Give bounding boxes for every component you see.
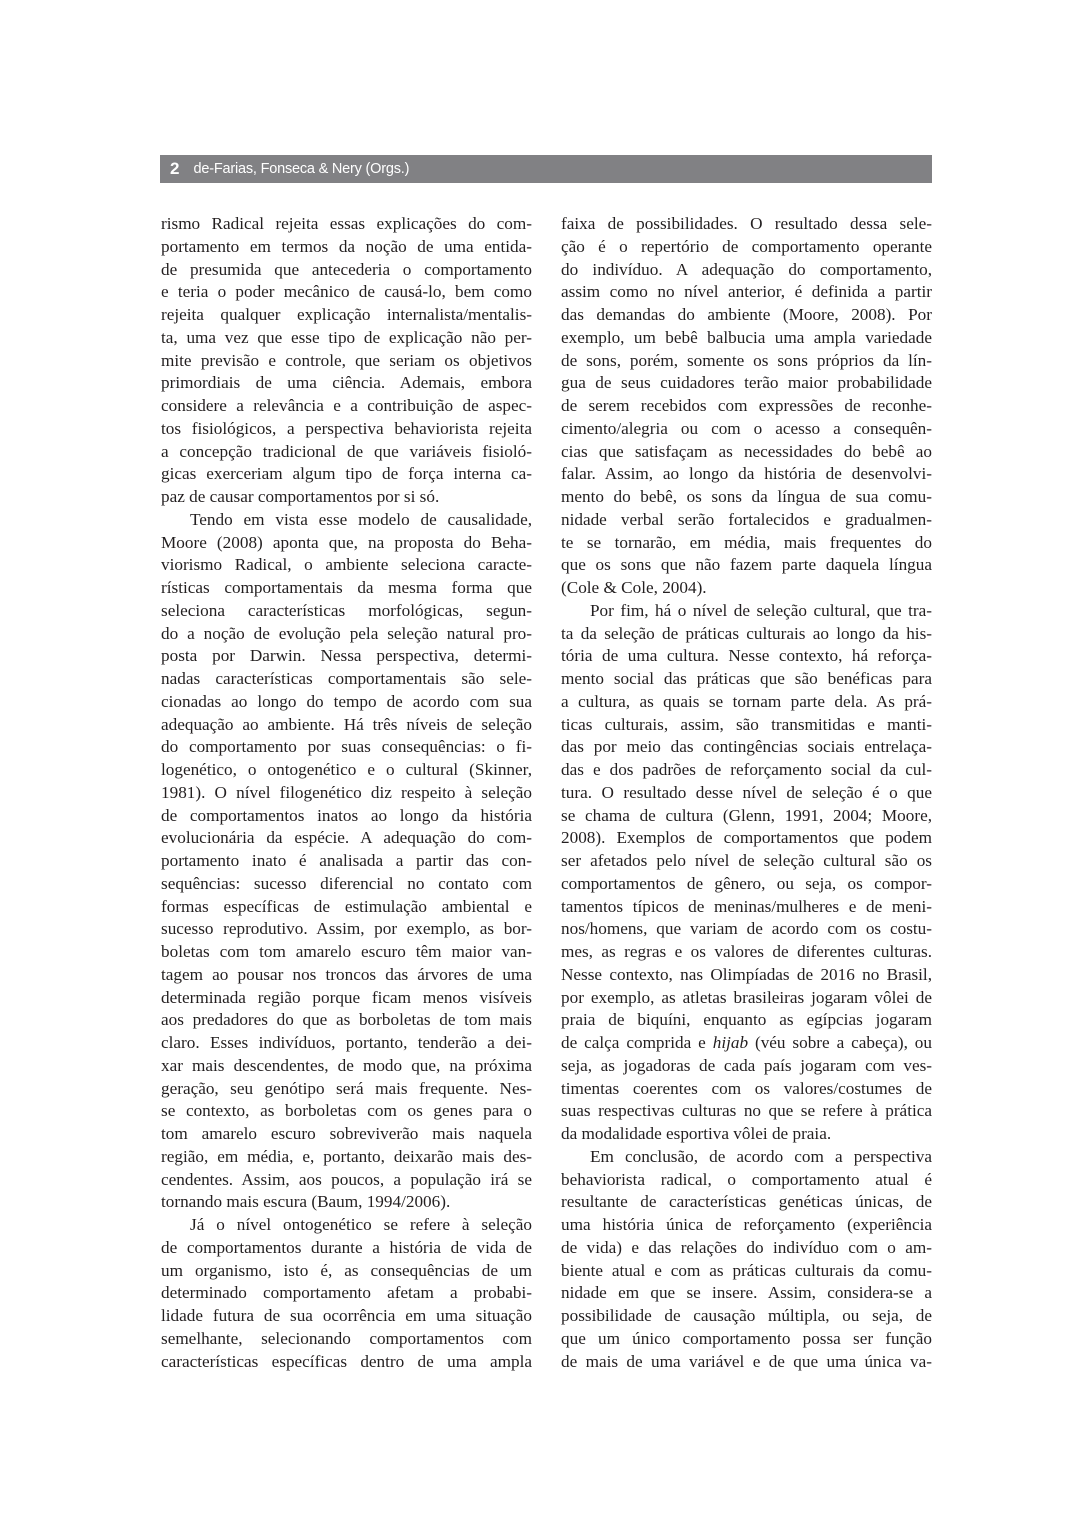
text-line: faixa de possibilidades. O resultado dessa sele- xyxy=(561,214,932,233)
text-line: uma história única de reforçamento (experiência xyxy=(561,1215,932,1234)
text-line: de calça comprida e hijab (véu sobre a cabeça), ou xyxy=(561,1033,932,1052)
text-line: nidade verbal serão fortalecidos e gradualmen- xyxy=(561,509,932,529)
text-line: nadas características comportamentais são sele- xyxy=(161,669,532,688)
italic-term: hijab xyxy=(712,1033,749,1052)
text-line: falar. Assim, ao longo da história de desenvolvi- xyxy=(561,464,932,484)
text-line: timentas coerentes com os valores/costumes de xyxy=(561,1078,932,1098)
text-line: determinada região porque ficam menos visíveis xyxy=(161,987,532,1007)
text-line: rísticas comportamentais da mesma forma que xyxy=(161,578,532,597)
text-line: tagem ao pousar nos troncos das árvores de uma xyxy=(161,964,532,984)
text-line: tura. O resultado desse nível de seleção é o que xyxy=(561,782,932,802)
text-line: portamento em termos da noção de uma entida- xyxy=(161,236,532,256)
text-line: ta da seleção de práticas culturais ao longo da his- xyxy=(561,623,932,643)
text-line: resultante de características genéticas únicas, de xyxy=(561,1192,932,1212)
text-line: xar mais descendentes, de modo que, na próxima xyxy=(161,1055,532,1075)
text-line: lidade futura de sua ocorrência em uma situação xyxy=(161,1306,532,1325)
text-line: exemplo, um bebê balbucia uma ampla variedade xyxy=(561,327,932,347)
text-line: Tendo em vista esse modelo de causalidade, xyxy=(190,509,532,529)
text-line: (Cole & Cole, 2004). xyxy=(561,578,707,597)
text-line: assim como no nível anterior, é definida a partir xyxy=(561,282,932,302)
text-line: região, em média, e, portanto, deixarão mais des- xyxy=(161,1146,532,1166)
text-line: praia de biquíni, enquanto as egípcias jogaram xyxy=(561,1010,932,1030)
text-line: formas específicas de estimulação ambiental e xyxy=(161,896,532,916)
text-line: de comportamentos inatos ao longo da história xyxy=(161,805,532,825)
text-line: sequências: sucesso diferencial no contato com xyxy=(161,873,532,893)
text-line: características específicas dentro de uma ampla xyxy=(161,1351,532,1371)
text-line: primordiais de uma ciência. Ademais, embora xyxy=(161,373,532,393)
paragraph xyxy=(161,1214,532,1373)
text-line: mes, as regras e os valores de diferentes culturas. xyxy=(561,942,932,961)
text-line: ção é o repertório de comportamento operante xyxy=(561,236,932,256)
paragraph xyxy=(561,600,932,1146)
text-line: das demandas do ambiente (Moore, 2008). Por xyxy=(561,305,932,324)
right-text-column xyxy=(561,213,932,1373)
text-line: gua de seus cuidadores terão maior probabilidade xyxy=(561,373,932,393)
text-line: Já o nível ontogenético se refere à seleção xyxy=(190,1215,532,1234)
text-line: aos predadores do que as borboletas de tom mais xyxy=(161,1010,532,1030)
text-line: comportamentos de gênero, ou seja, os compor- xyxy=(561,873,932,893)
text-line: cimento/alegria ou com o acesso a consequên- xyxy=(561,418,932,438)
text-line: paz de causar comportamentos por si só. xyxy=(161,487,440,506)
text-line: cionadas ao longo do tempo de acordo com sua xyxy=(161,691,532,711)
paragraph xyxy=(561,213,932,600)
text-line: rismo Radical rejeita essas explicações do com- xyxy=(161,214,532,233)
text-line: semelhante, selecionando comportamentos com xyxy=(161,1328,532,1348)
text-line: das e dos padrões de reforçamento social da cul- xyxy=(561,760,932,779)
text-line: Moore (2008) aponta que, na proposta do Beha- xyxy=(161,532,532,552)
text-line: de presumida que antecederia o comportamento xyxy=(161,259,532,279)
text-line: das por meio das contingências sociais entrelaça- xyxy=(561,737,932,757)
text-line: nidade em que se insere. Assim, considera-se a xyxy=(561,1283,932,1303)
text-line: ser afetados pelo nível de seleção cultural são os xyxy=(561,851,932,870)
text-line: possibilidade de causação múltipla, ou seja, de xyxy=(561,1306,932,1325)
text-line: gicas exerceriam algum tipo de força interna ca- xyxy=(161,464,532,484)
text-line: adequação ao ambiente. Há três níveis de seleção xyxy=(161,714,532,734)
text-line: tos fisiológicos, a perspectiva behaviorista rejeita xyxy=(161,418,532,438)
text-line: portamento inato é analisada a partir das con- xyxy=(161,851,532,870)
text-line: 1981). O nível filogenético diz respeito à seleção xyxy=(161,782,532,802)
text-line: seja, as jogadoras de cada país jogaram com ves- xyxy=(561,1055,932,1075)
page-number: 2 xyxy=(170,159,180,178)
text-line: suas respectivas culturas no que se refere à prática xyxy=(561,1101,932,1121)
text-line: Por fim, há o nível de seleção cultural, que tra- xyxy=(590,600,932,620)
text-line: a concepção tradicional de que variáveis fisioló- xyxy=(161,441,532,461)
text-line: e teria o poder mecânico de causá-lo, bem como xyxy=(161,282,532,302)
text-line: Em conclusão, de acordo com a perspectiva xyxy=(590,1146,932,1166)
text-line: a cultura, as quais se tornam parte dela. As prá- xyxy=(561,691,932,711)
text-line: tória de uma cultura. Nesse contexto, há reforça- xyxy=(561,646,932,666)
text-line: que um único comportamento possa ser função xyxy=(561,1328,932,1348)
running-head-title: de-Farias, Fonseca & Nery (Orgs.) xyxy=(193,161,410,177)
text-line: rejeita qualquer explicação internalista/mentalis- xyxy=(161,305,532,324)
text-line: do comportamento por suas consequências: o fi- xyxy=(161,737,532,757)
text-line: viorismo Radical, o ambiente seleciona caracte- xyxy=(161,555,532,575)
text-line: te se tornarão, em média, mais frequentes do xyxy=(561,532,932,552)
text-line: considere a relevância e a contribuição de aspec- xyxy=(161,396,532,415)
text-line: boletas com tom amarelo escuro têm maior van- xyxy=(161,942,532,961)
text-line: logenético, o ontogenético e o cultural (Skinner, xyxy=(161,760,532,779)
text-line: tom amarelo escuro sobreviverão mais naquela xyxy=(161,1124,532,1143)
text-line: se contexto, as borboletas com os genes para o xyxy=(161,1101,532,1121)
paragraph xyxy=(561,1146,932,1374)
text-line: cias que satisfaçam as necessidades do bebê ao xyxy=(561,441,932,461)
text-line: da modalidade esportiva vôlei de praia. xyxy=(561,1124,832,1143)
text-line: posta por Darwin. Nessa perspectiva, determi- xyxy=(161,646,532,666)
paragraph xyxy=(161,213,532,509)
text-line: cendentes. Assim, aos poucos, a população irá se xyxy=(161,1169,532,1189)
text-line: do a noção de evolução pela seleção natural pro- xyxy=(161,623,532,643)
text-line: por exemplo, as atletas brasileiras jogaram vôlei de xyxy=(561,987,932,1007)
text-line: geração, seu genótipo será mais frequente. Nes- xyxy=(161,1078,532,1098)
text-line: tornando mais escura (Baum, 1994/2006). xyxy=(161,1192,451,1212)
text-line: se chama de cultura (Glenn, 1991, 2004; Moore, xyxy=(561,805,932,825)
text-line: seleciona características morfológicas, segun- xyxy=(161,600,532,620)
text-line: do indivíduo. A adequação do comportamento, xyxy=(561,259,932,279)
text-line: de vida) e das relações do indivíduo com o am- xyxy=(561,1237,932,1257)
paragraph xyxy=(161,509,532,1214)
text-line: que os sons que não fazem parte daquela língua xyxy=(561,555,932,575)
running-header-bar xyxy=(160,155,932,183)
text-line: evolucionária da espécie. A adequação do com- xyxy=(161,828,532,848)
text-line: determinado comportamento afetam a probabi- xyxy=(161,1283,532,1303)
text-line: mento do bebê, os sons da língua de sua comu- xyxy=(561,487,932,506)
text-line: sucesso reprodutivo. Assim, por exemplo, as bor- xyxy=(161,919,532,939)
text-line: de sons, porém, somente os sons próprios da lín- xyxy=(561,350,932,370)
text-line: nos/homens, que variam de acordo com os costu- xyxy=(561,919,932,939)
text-line: de mais de uma variável e de que uma única va- xyxy=(561,1351,932,1371)
text-line: behaviorista radical, o comportamento atual é xyxy=(561,1169,932,1189)
text-line: 2008). Exemplos de comportamentos que podem xyxy=(561,828,932,848)
text-line: ticas culturais, assim, são transmitidas e manti- xyxy=(561,714,932,734)
text-line: de comportamentos durante a história de vida de xyxy=(161,1237,532,1257)
text-line: de serem recebidos com expressões de reconhe- xyxy=(561,396,932,415)
text-line: mite previsão e controle, que seriam os objetivos xyxy=(161,350,532,370)
text-line: um organismo, isto é, as consequências de um xyxy=(161,1260,532,1280)
text-line: biente atual e com as práticas culturais da comu- xyxy=(561,1260,932,1280)
text-line: mento social das práticas que são benéficas para xyxy=(561,669,932,688)
left-text-column xyxy=(161,213,532,1373)
text-line: tamentos típicos de meninas/mulheres e de meni- xyxy=(561,896,932,916)
text-line: claro. Esses indivíduos, portanto, tenderão a dei- xyxy=(161,1033,532,1052)
text-line: ta, uma vez que esse tipo de explicação não per- xyxy=(161,327,532,347)
text-line: Nesse contexto, nas Olimpíadas de 2016 no Brasil, xyxy=(561,964,932,984)
